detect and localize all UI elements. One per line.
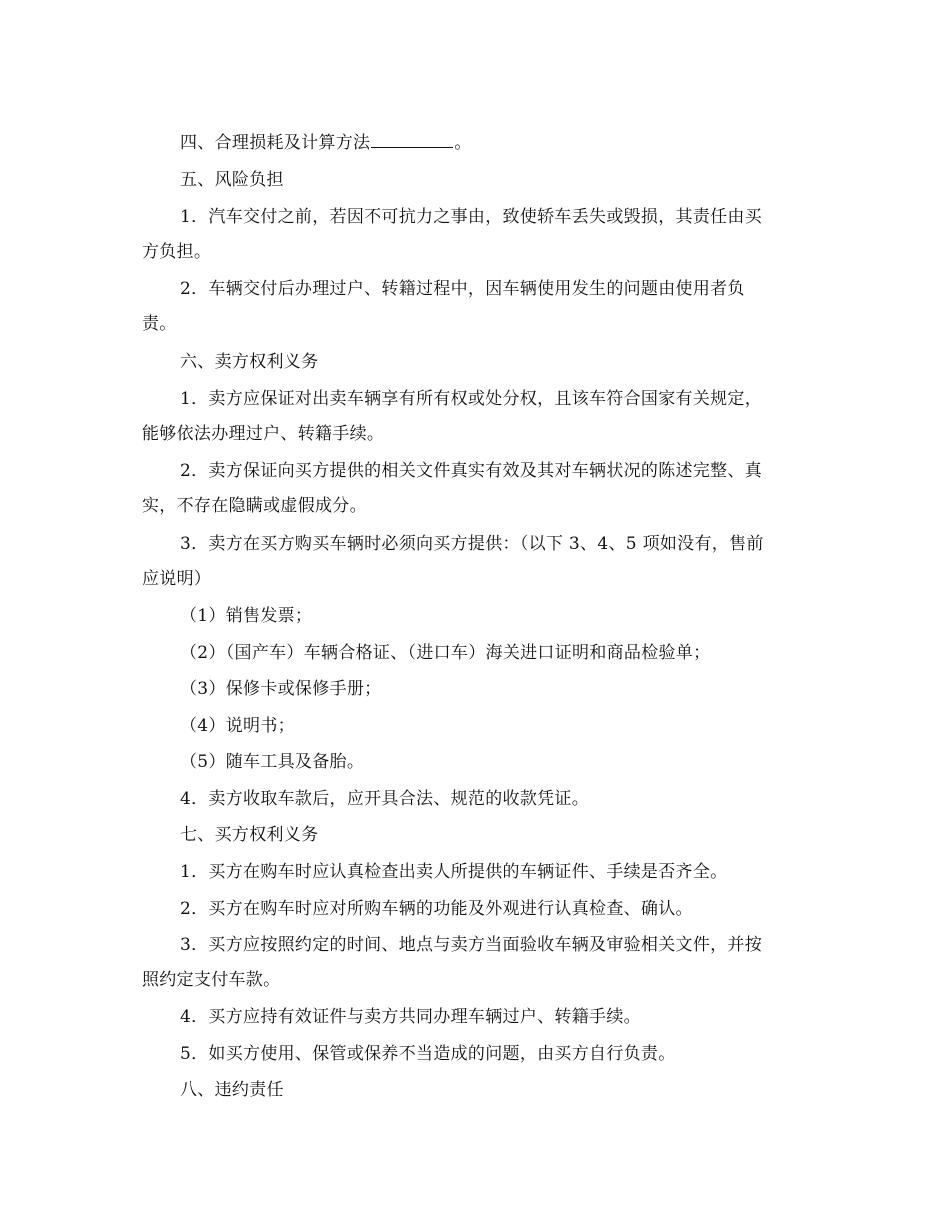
- section-4-heading: [180, 133, 472, 153]
- clause-7-4: 4．买方应持有效证件与卖方共同办理车辆过户、转籍手续。: [180, 1007, 641, 1027]
- clause-7-2: 2．买方在购车时应对所购车辆的功能及外观进行认真检查、确认。: [180, 899, 693, 919]
- clause-6-1-line-2: 能够依法办理过户、转籍手续。: [142, 424, 385, 444]
- clause-5-2-line-2: 责。: [142, 314, 177, 334]
- list-item-2: （2）（国产车）车辆合格证、（进口车）海关进口证明和商品检验单；: [180, 643, 711, 663]
- clause-7-1: 1．买方在购车时应认真检查出卖人所提供的车辆证件、手续是否齐全。: [180, 862, 728, 882]
- section-5-heading: 五、风险负担: [180, 170, 284, 190]
- clause-6-1-line-1: 1．卖方应保证对出卖车辆享有所有权或处分权，且该车符合国家有关规定，: [180, 389, 763, 409]
- section-6-heading: 六、卖方权利义务: [180, 352, 319, 372]
- clause-6-3-line-1: 3．卖方在买方购买车辆时必须向买方提供：（以下 3、4、5 项如没有，售前: [180, 534, 764, 554]
- section-7-heading: 七、买方权利义务: [180, 825, 319, 845]
- clause-6-2-line-2: 实，不存在隐瞒或虚假成分。: [142, 496, 367, 516]
- section-4-end: 。: [454, 133, 472, 153]
- list-item-1: （1）销售发票；: [180, 606, 313, 626]
- clause-7-3-line-2: 照约定支付车款。: [142, 970, 281, 990]
- clause-7-5: 5．如买方使用、保管或保养不当造成的问题，由买方自行负责。: [180, 1044, 676, 1064]
- list-item-5: （5）随车工具及备胎。: [180, 752, 365, 772]
- clause-5-2-line-1: 2．车辆交付后办理过户、转籍过程中，因车辆使用发生的问题由使用者负: [180, 279, 745, 299]
- clause-6-2-line-1: 2．卖方保证向买方提供的相关文件真实有效及其对车辆状况的陈述完整、真: [180, 461, 763, 481]
- clause-6-3-line-2: 应说明）: [142, 569, 212, 589]
- section-8-heading: 八、违约责任: [180, 1080, 284, 1100]
- clause-5-1-line-1: 1．汽车交付之前，若因不可抗力之事由，致使轿车丢失或毁损，其责任由买: [180, 207, 763, 227]
- fill-in-blank: [371, 133, 453, 148]
- clause-5-1-line-2: 方负担。: [142, 242, 212, 262]
- section-4-text: 四、合理损耗及计算方法: [180, 133, 371, 153]
- clause-6-4: 4．卖方收取车款后，应开具合法、规范的收款凭证。: [180, 789, 590, 809]
- list-item-3: （3）保修卡或保修手册；: [180, 679, 382, 699]
- list-item-4: （4）说明书；: [180, 716, 295, 736]
- clause-7-3-line-1: 3．买方应按照约定的时间、地点与卖方当面验收车辆及审验相关文件，并按: [180, 935, 763, 955]
